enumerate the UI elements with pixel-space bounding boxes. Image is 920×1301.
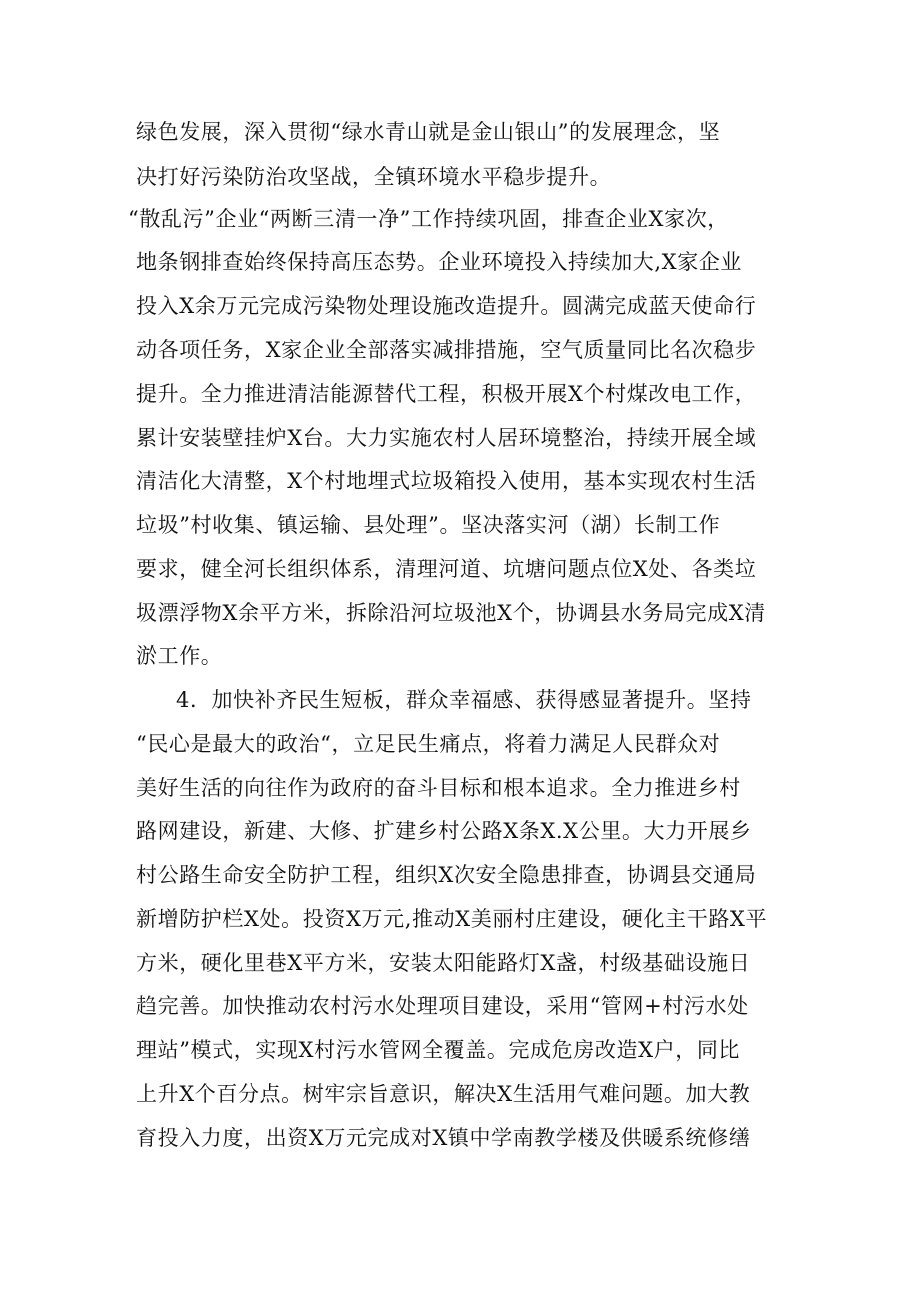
text-line-21: 趋完善。加快推动农村污水处理项目建设，采用“管网+村污水处 [136,994,749,1018]
text-line-13: 淤工作。 [136,644,223,668]
text-line-17: 路网建设，新建、大修、扩建乡村公路X条X.X公里。大力开展乡 [136,819,752,843]
text-line-7: 提升。全力推进清洁能源替代工程，积极开展X个村煤改电工作， [136,382,757,406]
text-line-5: 投入X余万元完成污染物处理设施改造提升。圆满完成蓝天使命行 [136,294,757,318]
text-line-18: 村公路生命安全防护工程，组织X次安全隐患排查，协调县交通局 [136,863,757,887]
text-line-2: 决打好污染防治攻坚战，全镇环境水平稳步提升。 [136,165,612,189]
text-line-11: 要求，健全河长组织体系，清理河道、坑塘问题点位X处、各类垃 [136,557,757,581]
text-line-10: 垃圾”村收集、镇运输、县处理”。坚决落实河（湖）长制工作 [136,513,721,537]
text-line-16: 美好生活的向往作为政府的奋斗目标和根本追求。全力推进乡村 [136,776,741,800]
text-line-22: 理站”模式，实现X村污水管网全覆盖。完成危房改造X户，同比 [136,1038,741,1062]
text-line-23: 上升X个百分点。树牢宗旨意识，解决X生活用气难问题。加大教 [136,1082,751,1106]
text-line-3: “散乱污”企业“两断三清一净”工作持续巩固，排查企业X家次， [128,207,729,231]
text-line-19: 新增防护栏X处。投资X万元,推动X美丽村庄建设，硬化主干路X平 [136,907,768,931]
text-line-1: 绿色发展，深入贯彻“绿水青山就是金山银山”的发展理念，坚 [136,120,721,144]
section-heading-4: 4．加快补齐民生短板，群众幸福感、获得感显著提升。坚持 [176,688,752,712]
text-line-20: 方米，硬化里巷X平方米，安装太阳能路灯X盏，村级基础设施日 [136,951,751,975]
text-line-4: 地条钢排查始终保持高压态势。企业环境投入持续加大,X家企业 [136,250,743,274]
text-line-15: “民心是最大的政治“，立足民生痛点，将着力满足人民群众对 [136,732,721,756]
text-line-6: 动各项任务，X家企业全部落实减排措施，空气质量同比名次稳步 [136,338,757,362]
text-line-9: 清洁化大清整，X个村地埋式垃圾箱投入使用，基本实现农村生活 [136,469,757,493]
text-line-24: 育投入力度，出资X万元完成对X镇中学南教学楼及供暖系统修缮 [136,1126,751,1150]
text-line-12: 圾漂浮物X余平方米，拆除沿河垃圾池X个，协调县水务局完成X清 [136,601,766,625]
text-line-8: 累计安装壁挂炉X台。大力实施农村人居环境整治，持续开展全域 [136,426,757,450]
